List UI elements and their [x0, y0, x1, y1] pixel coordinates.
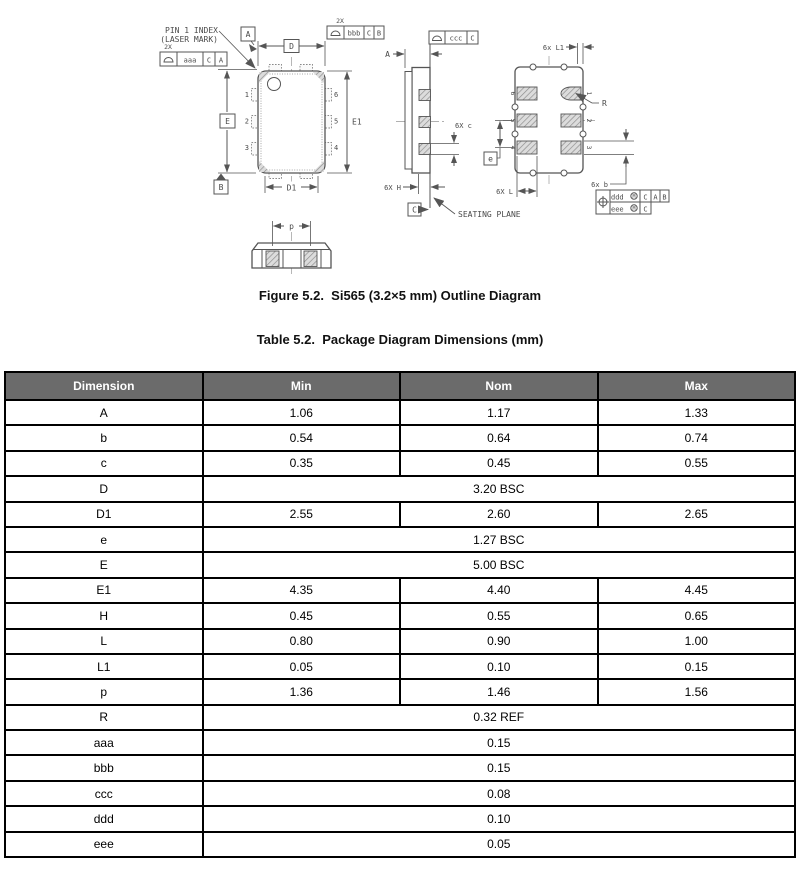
- pin1-index-label-1: PIN 1 INDEX: [165, 26, 218, 35]
- fcf-pos-datum-c2: C: [643, 205, 648, 214]
- nom-cell: 0.55: [400, 603, 598, 628]
- table-row: [5, 578, 795, 603]
- dim-D-label: D: [289, 42, 294, 51]
- header-row: [5, 372, 795, 400]
- end-view: [252, 220, 331, 274]
- dimension-cell: aaa: [5, 730, 203, 755]
- mmc-m: M: [632, 194, 636, 200]
- fcf-pos-datum-c: C: [643, 193, 648, 202]
- dimension-6x-c: [431, 122, 472, 166]
- fcf-aaa-datum-a: A: [218, 56, 224, 65]
- seating-plane-callout: [434, 198, 521, 219]
- dim-A-label: A: [385, 50, 390, 59]
- max-cell: 2.65: [598, 502, 796, 527]
- table-row: [5, 832, 795, 857]
- fcf-aaa-datum-c: C: [206, 56, 212, 65]
- front-pin-3: 3: [244, 144, 249, 152]
- col-header-min: Min: [203, 372, 401, 400]
- dim-6x-b-label: 6x b: [591, 181, 608, 189]
- fcf-bbb-frame: [327, 17, 384, 39]
- dim-D1-label: D1: [286, 183, 297, 193]
- fcf-ccc-datum-c: C: [470, 34, 475, 43]
- fcf-ccc-frame: [429, 31, 478, 44]
- dim-6x-h-label: 6X H: [384, 184, 401, 192]
- dimension-cell: L1: [5, 654, 203, 679]
- dimension-cell: b: [5, 425, 203, 450]
- fcf-eee-label: eee: [611, 205, 624, 214]
- span-value-cell: 0.15: [203, 755, 796, 780]
- bottom-pin-1: 1: [585, 91, 593, 96]
- table-row: [5, 755, 795, 780]
- dim-E1-label: E1: [352, 117, 362, 127]
- table-row: [5, 629, 795, 654]
- nom-cell: 2.60: [400, 502, 598, 527]
- dimension-cell: A: [5, 400, 203, 425]
- fcf-ddd-label: ddd: [611, 193, 624, 202]
- dimension-cell: c: [5, 451, 203, 476]
- dimensions-table: [4, 371, 796, 858]
- table-row: [5, 451, 795, 476]
- nom-cell: 1.17: [400, 400, 598, 425]
- front-pin-2: 2: [244, 117, 249, 126]
- figure-caption: Figure 5.2. Si565 (3.2×5 mm) Outline Diagram: [258, 288, 542, 303]
- table-row: [5, 705, 795, 730]
- col-header-dimension: Dimension: [5, 372, 203, 400]
- dimension-cell: E1: [5, 578, 203, 603]
- max-cell: 1.33: [598, 400, 796, 425]
- dimension-cell: H: [5, 603, 203, 628]
- dimension-cell: bbb: [5, 755, 203, 780]
- table-row: [5, 527, 795, 552]
- span-value-cell: 1.27 BSC: [203, 527, 796, 552]
- dim-p-label: p: [289, 222, 294, 231]
- dimension-6x-h: [384, 174, 445, 194]
- span-value-cell: 0.08: [203, 781, 796, 806]
- front-pin-5: 5: [334, 117, 339, 126]
- bottom-view: [484, 43, 669, 214]
- dimension-cell: ddd: [5, 806, 203, 831]
- dimension-6x-l1: [543, 43, 594, 64]
- min-cell: 0.54: [203, 425, 401, 450]
- table-row: [5, 806, 795, 831]
- front-pin-4: 4: [334, 144, 339, 152]
- min-cell: 0.45: [203, 603, 401, 628]
- pin1-rounded-pad: [561, 87, 581, 100]
- fcf-aaa-frame: [160, 43, 227, 66]
- min-cell: 4.35: [203, 578, 401, 603]
- outline-diagram: [0, 0, 800, 282]
- datum-a-flag: [241, 27, 257, 52]
- max-cell: 1.00: [598, 629, 796, 654]
- max-cell: 0.65: [598, 603, 796, 628]
- fcf-bbb-datum-c: C: [366, 29, 372, 38]
- nom-cell: 1.46: [400, 679, 598, 704]
- side-pads: [419, 90, 431, 155]
- dimension-cell: D: [5, 476, 203, 501]
- col-header-nom: Nom: [400, 372, 598, 400]
- span-value-cell: 3.20 BSC: [203, 476, 796, 501]
- span-value-cell: 0.32 REF: [203, 705, 796, 730]
- nom-cell: 4.40: [400, 578, 598, 603]
- nom-cell: 0.10: [400, 654, 598, 679]
- datum-b-flag: [214, 174, 228, 195]
- table-row: [5, 476, 795, 501]
- min-cell: 2.55: [203, 502, 401, 527]
- table-row: [5, 400, 795, 425]
- fcf-pos-datum-b: B: [662, 193, 667, 202]
- front-pin-6: 6: [334, 91, 339, 99]
- dimension-cell: ccc: [5, 781, 203, 806]
- mmc-m: M: [632, 206, 636, 212]
- seating-plane-label: SEATING PLANE: [458, 210, 521, 219]
- span-value-cell: 0.05: [203, 832, 796, 857]
- front-pin-1: 1: [244, 91, 249, 99]
- min-cell: 0.35: [203, 451, 401, 476]
- dim-R-label: R: [602, 99, 607, 108]
- max-cell: 4.45: [598, 578, 796, 603]
- dimension-A: [385, 49, 442, 68]
- side-package-lid: [405, 72, 412, 170]
- dim-6x-l-label: 6X L: [496, 188, 513, 196]
- datum-a-label: A: [245, 30, 251, 39]
- max-cell: 0.74: [598, 425, 796, 450]
- datum-c-label: C: [412, 205, 417, 215]
- pin1-index-label-2: (LASER MARK): [160, 35, 218, 44]
- bottom-pin-6: 6: [509, 91, 517, 96]
- qty-2x-left: 2X: [164, 43, 172, 51]
- dimension-cell: e: [5, 527, 203, 552]
- table-caption: Table 5.2. Package Diagram Dimensions (mm): [256, 332, 544, 347]
- table-row: [5, 654, 795, 679]
- fcf-position-frame: [596, 190, 669, 214]
- nom-cell: 0.64: [400, 425, 598, 450]
- max-cell: 1.56: [598, 679, 796, 704]
- table-row: [5, 679, 795, 704]
- qty-2x-top: 2X: [336, 17, 344, 25]
- front-view: [160, 17, 384, 194]
- table-row: [5, 730, 795, 755]
- min-cell: 0.05: [203, 654, 401, 679]
- bottom-pin-5: 5: [509, 118, 517, 123]
- span-value-cell: 0.10: [203, 806, 796, 831]
- table-row: [5, 552, 795, 577]
- dimension-cell: eee: [5, 832, 203, 857]
- fcf-ccc-label: ccc: [449, 34, 463, 43]
- end-view-body: [252, 243, 331, 268]
- dim-E-label: E: [225, 117, 230, 126]
- dimension-cell: p: [5, 679, 203, 704]
- bottom-pin-4: 4: [509, 145, 517, 150]
- bottom-pin-2: 2: [585, 118, 593, 123]
- table-row: [5, 425, 795, 450]
- table-row: [5, 603, 795, 628]
- span-value-cell: 5.00 BSC: [203, 552, 796, 577]
- fcf-bbb-datum-b: B: [376, 29, 382, 38]
- min-cell: 1.06: [203, 400, 401, 425]
- dimension-cell: R: [5, 705, 203, 730]
- datum-b-label: B: [218, 183, 224, 192]
- dimension-e-pitch: [484, 121, 514, 166]
- dimension-6x-b: [584, 129, 634, 189]
- table-row: [5, 781, 795, 806]
- max-cell: 0.15: [598, 654, 796, 679]
- min-cell: 0.80: [203, 629, 401, 654]
- nom-cell: 0.45: [400, 451, 598, 476]
- datum-c-flag: [408, 203, 428, 216]
- dimension-cell: E: [5, 552, 203, 577]
- dimension-cell: L: [5, 629, 203, 654]
- col-header-max: Max: [598, 372, 796, 400]
- max-cell: 0.55: [598, 451, 796, 476]
- datum-e-label: e: [488, 154, 493, 164]
- fcf-bbb-label: bbb: [347, 29, 361, 38]
- dimension-E1: [327, 71, 362, 173]
- span-value-cell: 0.15: [203, 730, 796, 755]
- dimension-cell: D1: [5, 502, 203, 527]
- min-cell: 1.36: [203, 679, 401, 704]
- nom-cell: 0.90: [400, 629, 598, 654]
- fcf-aaa-label: aaa: [183, 56, 197, 65]
- dim-6x-c-label: 6X c: [455, 122, 472, 130]
- bottom-pin-3: 3: [585, 145, 593, 150]
- dim-6x-l1-label: 6x L1: [542, 44, 564, 52]
- fcf-pos-datum-a: A: [653, 193, 658, 202]
- table-row: [5, 502, 795, 527]
